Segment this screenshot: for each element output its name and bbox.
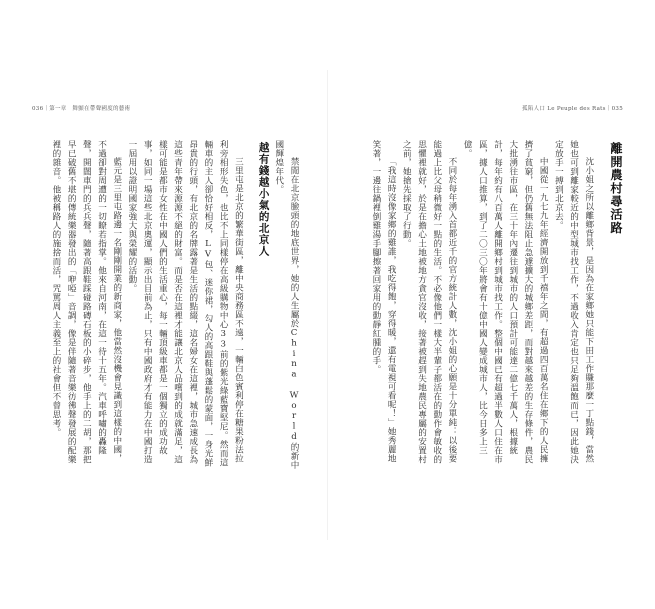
left-body-paragraph-1: 三里屯是北京的繁華街區，離中央商務區不遠，一輛白色賓利停在糖果粉法拉利旁相形失色，也比不上同樣停在高級購物中心33前的紫光綠藍寶堅尼。然而這輛車的主人卻恰好相反，LV包、迷你裙，勾人的高跟鞋與蓬鬆的蒙面，一身光鮮昂貴的行頭，有北京的名牌露著是生活的點綴，這名婦女在這裡，城市急速成長為這些青年帶來源源不絕的財富。而是否在這裡才能讓北京人品嚐到的成就滿足，這樣可能是都市女性在中國人們的生活重心，每一輛頂級車都是一個獨立的成功故事，如同一場這些北京奧運，顯示出目前為止，只有中國政府才有能力在中國打造一屆用以證明國家強大與榮耀的活動。: [126, 140, 244, 467]
right-page: [328, 0, 655, 609]
right-page-header: 孤陷人口 Le Peuple des Rats｜035: [522, 106, 623, 112]
right-page-text: [341, 140, 623, 470]
left-page-text: [11, 140, 301, 470]
right-body-paragraph-4: 「我這時沒像家鄉的雞誰，我吃得飽，穿得暖，還有電視可看呢！」她秀麗地笑著，一邊往鍋裡倒雞湯手腳擦著回家用的動靜紅腫的手。: [370, 140, 397, 464]
left-intro-paragraph: 禁閒在北京臉頭的地底世界，她的人生屬於China World的新中國輝煌年代。: [273, 140, 299, 470]
left-section-heading: 越有錢越小氣的北京人: [257, 142, 270, 257]
right-body-paragraph-1: 沈小姐之所以離鄉背景，是因為在家鄉她只能下田工作賺那麼一丁點錢，當然她也可到離家較近的中型城市找工作，不過收入肯定也只足夠溫飽而已，因此她決定放手一搏到北京去。: [553, 140, 594, 464]
left-page: [0, 0, 327, 609]
right-body-paragraph-2: 中國從一九七九年經濟開放到千禧年之間，有超過四百萬名住在鄉下的人民擁擠了貧窮，但仍舊無法阻止急遽擴大的城鄉差距，而對越來越差的生存條件，農民大批湧往市區，在三十年內遷往到城市的人口預計可能達二億七千萬人，根據統計，每年約有八百萬人離開鄉村到城市找工作。整個中國已有超過半數人口住在市區，據人口推算，到了二〇三〇年將會有十億中國人變成城市人，比今日多上三億。: [462, 140, 549, 464]
left-page-header: 036｜第一章 舞顫在帶聲國度的藝術: [32, 106, 131, 112]
left-body-paragraph-2: 藍元是三里屯路邊一名剛剛開業的新商家，他當然沒機會見識到這樣的中國，不過卻對周遭的一切瞭若指掌。他來自河南，在這一待十五年。汽車呼嘯的轟隆聲，開闊車門的兵兵聲，隨著高跟鞋踩碰路磚石板的小碎步，他手上的二胡，那把早已破舊不堪的傳統樂器發出的「咿啞」音調，像是伴隨著音樂彷彿聲發展的配樂裡的雜音。他被稱路人的施捨而活，咒罵周人主義至上的社會但不曾思考。: [50, 140, 122, 464]
right-body-paragraph-3: 不同於每年湧入首都近千的官方統計人數，沈小姐的心願是十分單純：以後要能過上比父母稍微好一點的生活。不必像他們一樣大半輩子都活在的動作會敏收的思懼裡就好，於是在擔心土地被地方貪官沒收，接著被趕到失地農民專屬的安置村之前，她搶先採取了行動。: [401, 140, 457, 464]
right-section-heading: 離開農村尋活路: [609, 142, 623, 235]
